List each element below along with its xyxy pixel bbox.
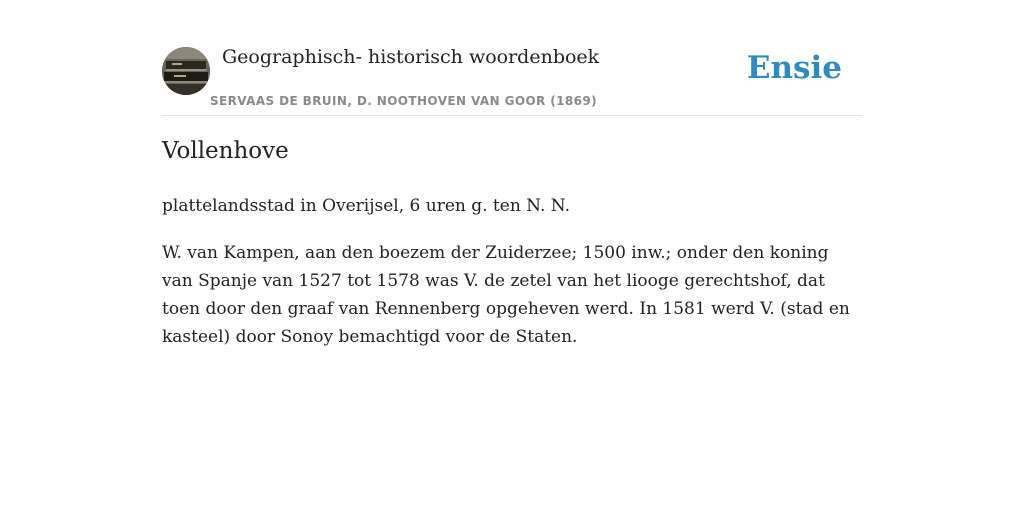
book-authors: SERVAAS DE BRUIN, D. NOOTHOVEN VAN GOOR (1869) bbox=[210, 94, 598, 108]
book-title[interactable]: Geographisch- historisch woordenboek bbox=[222, 46, 600, 68]
header bbox=[162, 40, 862, 116]
entry-body bbox=[162, 192, 862, 370]
entry-paragraph: plattelandsstad in Overijsel, 6 uren g. ten N. N. bbox=[162, 196, 570, 216]
book-thumbnail[interactable] bbox=[162, 47, 210, 95]
entry-paragraph: W. van Kampen, aan den boezem der Zuiderzee; 1500 inw.; onder den koning van Spanje van 1527 tot 1578 was V. de zetel van het liooge gerechtshof, dat toen door den graaf van Rennenberg opgeheven werd. In 1581 werd V. (stad en kasteel) door Sonoy bemachtigd voor de Staten. bbox=[162, 243, 850, 347]
ensie-logo[interactable]: Ensie bbox=[746, 50, 842, 86]
book-stack-icon bbox=[162, 47, 210, 95]
entry-title: Vollenhove bbox=[162, 138, 289, 164]
